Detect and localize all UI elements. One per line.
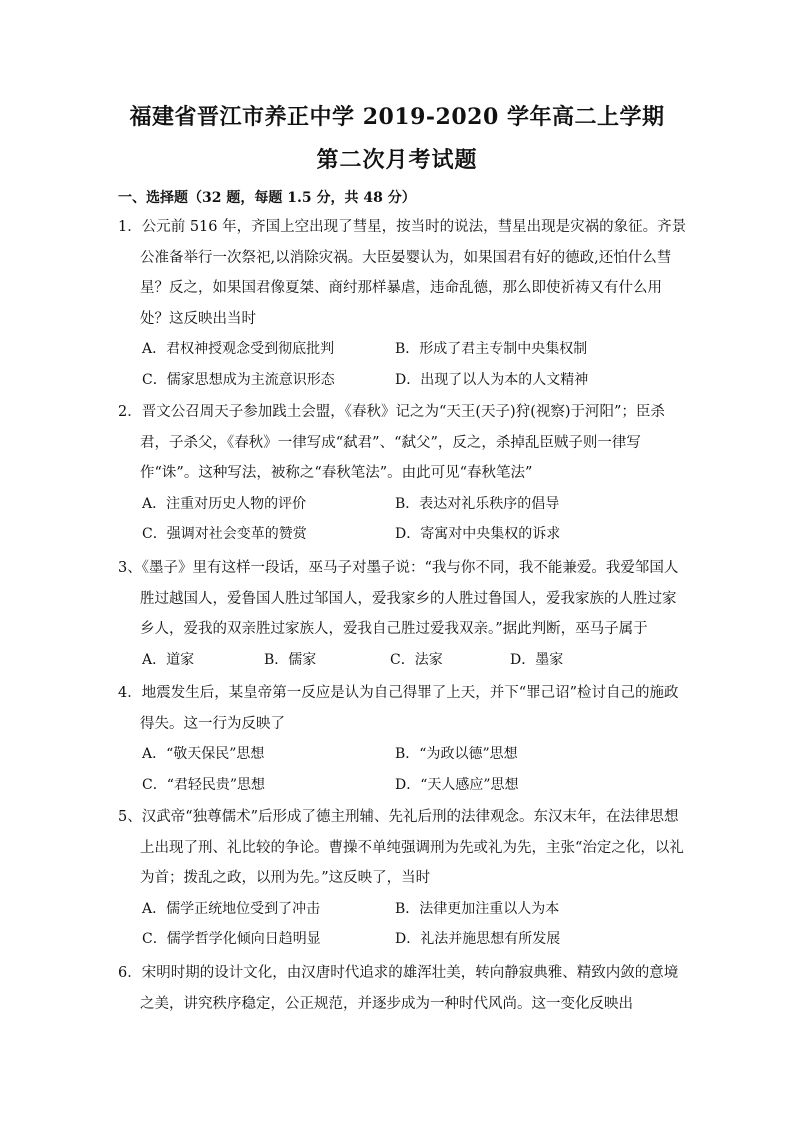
exam-title: 福建省晋江市养正中学 2019-2020 学年高二上学期 [129, 104, 665, 130]
option-d: D．“天人感应”思想 [395, 776, 519, 793]
options-row [118, 365, 688, 396]
option-d: D．礼法并施思想有所发展 [395, 931, 561, 947]
question-stem: 1．公元前 516 年，齐国上空出现了彗星，按当时的说法，彗星出现是灾祸的象征。齐景公准备举行一次祭祀,以消除灾祸。大臣晏婴认为，如果国君有好的德政,还怕什么彗星？反之，如果国君像夏桀、商纣那样暴虐，违命乱德，那么即使祈祷又有什么用处？这反映出当时 [118, 219, 687, 327]
option-b: B．法律更加注重以人为本 [395, 900, 560, 917]
option-a: A．注重对历史人物的评价 [142, 495, 307, 512]
question-stem: 2．晋文公召周天子参加践土会盟，《春秋》记之为“天王(天子)狩(视察)于河阳”；臣杀君，子杀父，《春秋》一律写成“弑君”、“弑父”，反之，杀掉乱臣贼子则一律写作“诛”。这种写法，被称之“春秋笔法”。由此可见“春秋笔法” [118, 404, 665, 481]
option-c: C．“君轻民贵”思想 [142, 776, 266, 793]
option-c: C．法家 [390, 651, 443, 668]
question-6 [118, 958, 688, 1019]
options-row [118, 924, 688, 955]
options-row [118, 894, 688, 925]
question-stem: 4．地震发生后，某皇帝第一反应是认为自己得罪了上天，并下“罪己诏”检讨自己的施政得失。这一行为反映了 [118, 685, 679, 732]
option-d: D．出现了以人为本的人文精神 [395, 371, 589, 388]
option-c: C．儒学哲学化倾向日趋明显 [142, 931, 321, 947]
option-c: C．强调对社会变革的赞赏 [142, 526, 307, 542]
question-stem: 3、《墨子》里有这样一段话，巫马子对墨子说：“我与你不同，我不能兼爱。我爱邹国人胜过越国人，爱鲁国人胜过邹国人，爱我家乡的人胜过鲁国人，爱我家族的人胜过家乡人，爱我的双亲胜过家族人，爱我自己胜过爱我双亲。”据此判断，巫马子属于 [118, 560, 679, 637]
options-row [118, 770, 688, 801]
option-a: A．君权神授观念受到彻底批判 [142, 341, 335, 357]
question-1 [118, 212, 688, 395]
question-stem: 6．宋明时期的设计文化，由汉唐时代追求的雄浑壮美，转向静寂典雅、精致内敛的意境之美，讲究秩序稳定，公正规范，并逐步成为一种时代风尚。这一变化反映出 [118, 965, 679, 1012]
option-a: A．“敬天保民”思想 [142, 746, 265, 762]
option-b: B．形成了君主专制中央集权制 [395, 341, 588, 357]
options-row [118, 519, 688, 550]
option-d: D．寄寓对中央集权的诉求 [395, 526, 561, 542]
option-b: B．儒家 [264, 651, 317, 668]
question-3 [118, 553, 688, 675]
options-row [118, 489, 688, 520]
option-a: A．道家 [142, 651, 195, 668]
question-5 [118, 802, 688, 955]
section-heading: 一、选择题（32 题，每题 1.5 分，共 48 分） [118, 190, 416, 206]
option-c: C．儒家思想成为主流意识形态 [142, 371, 335, 388]
option-b: B．“为政以德”思想 [395, 746, 518, 762]
option-a: A．儒学正统地位受到了冲击 [142, 900, 321, 917]
options-row [118, 645, 688, 676]
question-4 [118, 678, 688, 800]
options-row [118, 334, 688, 365]
exam-subtitle: 第二次月考试题 [316, 147, 478, 173]
question-stem: 5、汉武帝“独尊儒术”后形成了德主刑辅、先礼后刑的法律观念。东汉末年，在法律思想上出现了刑、礼比较的争论。曹操不单纯强调刑为先或礼为先，主张“治定之化，以礼为首；拨乱之政，以刑为先。”这反映了，当时 [118, 809, 684, 886]
question-2 [118, 397, 688, 550]
option-d: D．墨家 [510, 651, 564, 668]
options-row [118, 739, 688, 770]
option-b: B．表达对礼乐秩序的倡导 [395, 495, 560, 512]
